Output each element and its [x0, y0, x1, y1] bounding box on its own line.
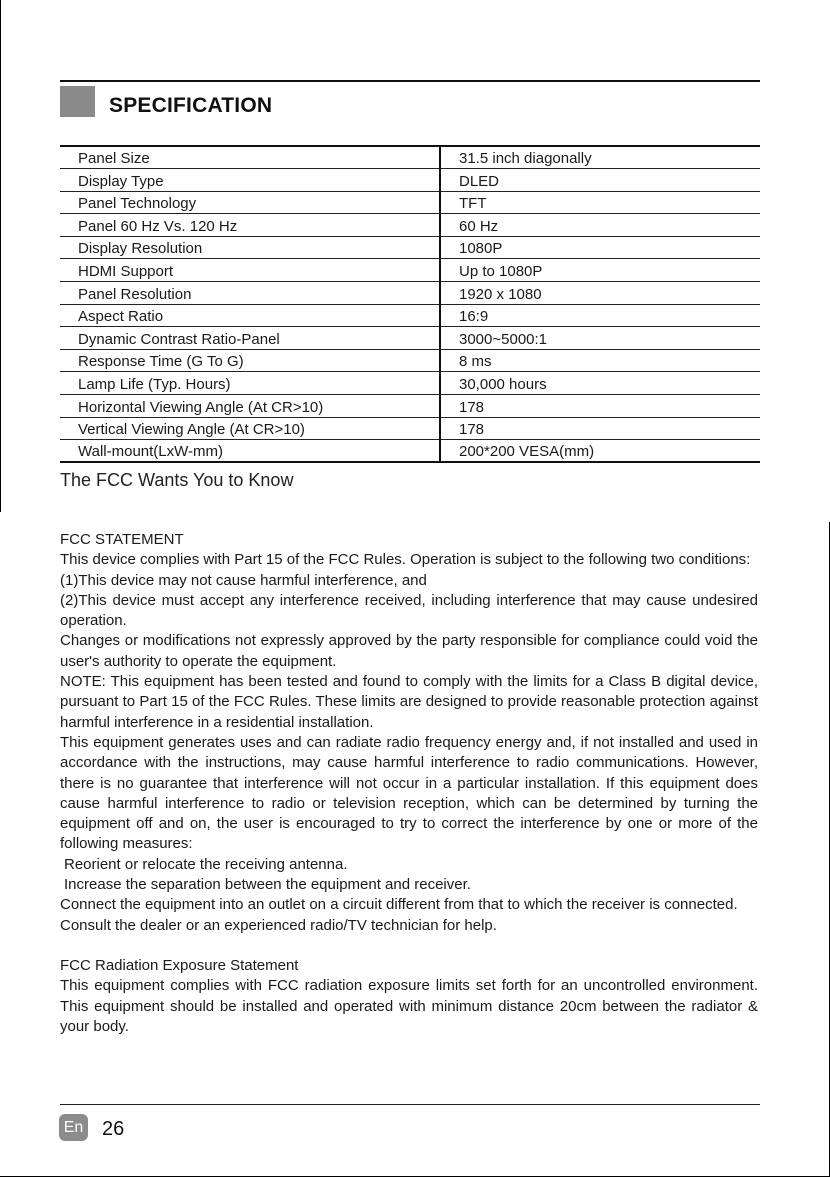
- fcc-statement-title: FCC STATEMENT: [60, 531, 184, 548]
- page-edge-left: [0, 0, 1, 512]
- fcc-condition: (2)This device must accept any interference received, including interference that may cause undesired operation.: [60, 591, 758, 630]
- fcc-condition: (1)This device may not cause harmful interference, and: [60, 571, 427, 589]
- spec-label: HDMI Support: [60, 259, 440, 282]
- table-row: [60, 191, 760, 214]
- table-row: [60, 440, 760, 463]
- spec-value: 178: [440, 417, 760, 440]
- spec-label: Wall-mount(LxW-mm): [60, 440, 440, 463]
- fcc-measure: Consult the dealer or an experienced radio/TV technician for help.: [60, 916, 497, 934]
- table-row: [60, 146, 760, 169]
- fcc-paragraph: This equipment generates uses and can radiate radio frequency energy and, if not installed and used in accordance with the instructions, may cause harmful interference to radio communications. However, there is no guarantee that interference will not occur in a particular installation. If this equipment does cause harmful interference to radio or television reception, which can be determined by turning the equipment off and on, the user is encouraged to try to correct the interference by one or more of the following measures:: [60, 733, 758, 853]
- spacer: [60, 936, 758, 956]
- spec-value: 3000~5000:1: [440, 327, 760, 350]
- spec-value: 1080P: [440, 236, 760, 259]
- spec-label: Dynamic Contrast Ratio-Panel: [60, 327, 440, 350]
- table-row: [60, 417, 760, 440]
- table-row: [60, 372, 760, 395]
- spec-value: 30,000 hours: [440, 372, 760, 395]
- table-row: [60, 282, 760, 305]
- spec-value: Up to 1080P: [440, 259, 760, 282]
- spec-label: Panel Size: [60, 146, 440, 169]
- spec-value: 200*200 VESA(mm): [440, 440, 760, 463]
- table-row: [60, 327, 760, 350]
- page-number: 26: [102, 1118, 125, 1140]
- table-row: [60, 259, 760, 282]
- fcc-paragraph: This device complies with Part 15 of the FCC Rules. Operation is subject to the following two conditions:: [60, 551, 751, 569]
- fcc-measure: Increase the separation between the equipment and receiver.: [64, 876, 471, 894]
- spec-value: 8 ms: [440, 349, 760, 372]
- spec-value: TFT: [440, 191, 760, 214]
- spec-label: Panel Technology: [60, 191, 440, 214]
- spec-value: 16:9: [440, 304, 760, 327]
- table-row: [60, 169, 760, 192]
- spec-label: Response Time (G To G): [60, 349, 440, 372]
- fcc-statement-block: [60, 530, 758, 1037]
- spec-label: Vertical Viewing Angle (At CR>10): [60, 417, 440, 440]
- fcc-measure: Connect the equipment into an outlet on a circuit different from that to which the receiver is connected.: [60, 896, 738, 914]
- table-row: [60, 214, 760, 237]
- section-top-rule: [60, 80, 760, 82]
- footer-rule: [60, 1104, 760, 1105]
- spec-label: Panel 60 Hz Vs. 120 Hz: [60, 214, 440, 237]
- spec-value: DLED: [440, 169, 760, 192]
- fcc-measure: Reorient or relocate the receiving antenna.: [64, 855, 348, 873]
- table-row: [60, 395, 760, 418]
- spec-value: 31.5 inch diagonally: [440, 146, 760, 169]
- table-row: [60, 236, 760, 259]
- spec-value: 178: [440, 395, 760, 418]
- spec-value: 1920 x 1080: [440, 282, 760, 305]
- spec-label: Display Type: [60, 169, 440, 192]
- section-title: SPECIFICATION: [109, 94, 273, 117]
- fcc-paragraph: Changes or modifications not expressly approved by the party responsible for compliance could void the user's authority to operate the equipment.: [60, 632, 758, 670]
- section-marker: [60, 86, 95, 117]
- language-badge: En: [59, 1114, 88, 1141]
- spec-value: 60 Hz: [440, 214, 760, 237]
- table-row: [60, 304, 760, 327]
- table-row: [60, 349, 760, 372]
- spec-label: Lamp Life (Typ. Hours): [60, 372, 440, 395]
- spec-label: Panel Resolution: [60, 282, 440, 305]
- spec-label: Display Resolution: [60, 236, 440, 259]
- fcc-radiation-text: This equipment complies with FCC radiation exposure limits set forth for an uncontrolled environment. This equipment should be installed and operated with minimum distance 20cm between the radiator & your body.: [60, 977, 758, 1035]
- fcc-heading: The FCC Wants You to Know: [60, 470, 294, 490]
- spec-label: Aspect Ratio: [60, 304, 440, 327]
- spec-table: [60, 145, 760, 463]
- spec-label: Horizontal Viewing Angle (At CR>10): [60, 395, 440, 418]
- fcc-radiation-title: FCC Radiation Exposure Statement: [60, 956, 299, 974]
- fcc-note: NOTE: This equipment has been tested and found to comply with the limits for a Class B digital device, pursuant to Part 15 of the FCC Rules. These limits are designed to provide reasonable protection against harmful interference in a residential installation.: [60, 673, 758, 731]
